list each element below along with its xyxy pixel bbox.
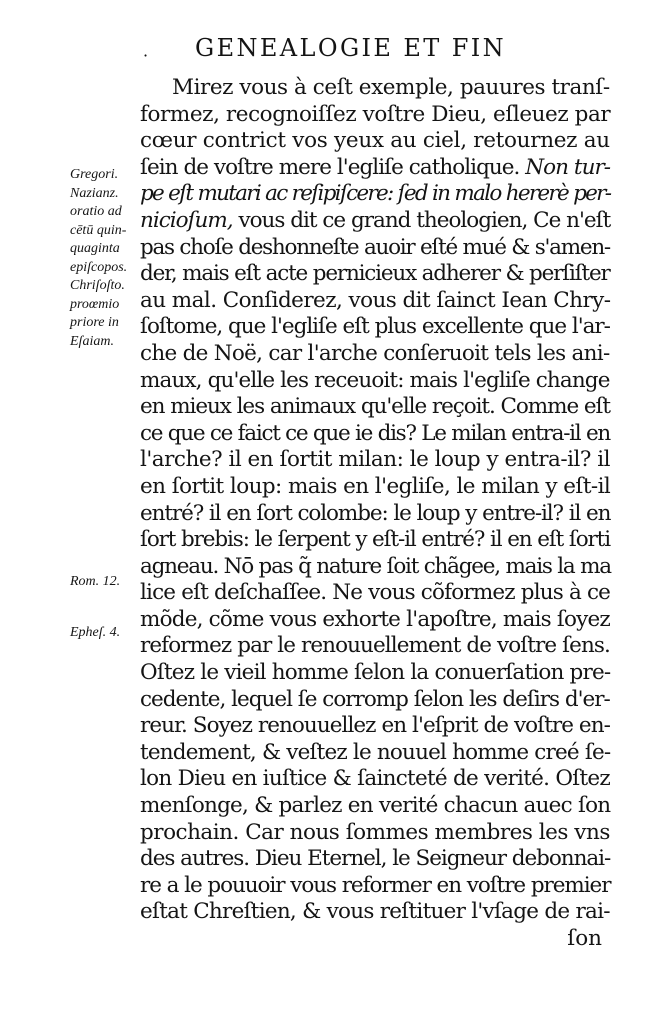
text-run: formez, recognoiſſez voſtre Dieu, eſleuez par xyxy=(140,101,611,127)
text-run: ſein de voſtre mere l'egliſe catholique. xyxy=(140,154,526,180)
margin-note-line: quaginta xyxy=(70,241,120,256)
margin-note-line: Eſaiam. xyxy=(70,333,114,349)
text-line xyxy=(140,235,610,262)
text-line xyxy=(140,474,610,501)
text-run: ſort brebis: le ſerpent y eſt-il entré? il en eſt ſorti xyxy=(140,527,610,553)
text-run: cœur contrict vos yeux au ciel, retournez au xyxy=(140,128,610,154)
latin-quotation: pe eſt mutari ac reſipiſcere: ſed in malo hererè per- xyxy=(140,181,611,207)
text-line xyxy=(140,368,610,395)
text-run: vous dit ce grand theologien, Ce n'eſt xyxy=(232,207,611,233)
text-run: Oſtez le vieil homme ſelon la conuerſation pre- xyxy=(140,660,611,686)
text-line xyxy=(140,75,610,102)
margin-note-chrysostom xyxy=(70,277,142,351)
text-run: der, mais eſt acte pernicieux adherer & perſiſter xyxy=(140,261,610,287)
margin-note-line: epiſcopos. xyxy=(70,259,128,275)
text-line xyxy=(140,288,610,315)
latin-quotation: nicioſum, xyxy=(140,207,233,233)
latin-quotation: Non tur- xyxy=(525,154,611,180)
text-line xyxy=(140,155,610,182)
folio-mark: · xyxy=(143,46,149,65)
text-line xyxy=(140,527,610,554)
text-line xyxy=(140,873,610,900)
text-run: l'arche? il en ſortit milan: le loup y entra-il? il xyxy=(140,447,611,473)
text-line xyxy=(140,793,610,820)
text-run: entré? il en ſort colombe: le loup y entre-il? il en xyxy=(140,500,611,526)
margin-note-line: Epheſ. 4. xyxy=(70,625,121,640)
text-line xyxy=(140,102,610,129)
margin-note-line: proœmio xyxy=(70,296,120,312)
text-run: en mieux les animaux qu'elle reçoit. Comme eſt xyxy=(140,394,610,420)
text-line xyxy=(140,846,610,873)
margin-note-line: oratio ad xyxy=(70,204,122,219)
text-line xyxy=(140,314,610,341)
text-line xyxy=(140,633,610,660)
text-line xyxy=(140,660,610,687)
text-run: lice eſt deſchaſſee. Ne vous cõformez plus à ce xyxy=(140,580,611,606)
text-line xyxy=(140,208,610,235)
body-text xyxy=(140,75,610,953)
text-line xyxy=(140,421,610,448)
text-run: reur. Soyez renouuellez en l'eſprit de voſtre en- xyxy=(140,713,610,739)
text-run: menſonge, & parlez en verité chacun auec ſon xyxy=(140,793,611,819)
text-line xyxy=(140,687,610,714)
text-run: au mal. Conſiderez, vous dit ſainct Iean Chry- xyxy=(140,287,611,313)
text-run: lon Dieu en iuſtice & ſaincteté de verité. Oſtez xyxy=(140,766,610,792)
text-line xyxy=(140,261,610,288)
text-line xyxy=(140,580,610,607)
margin-note-line: cētū quin- xyxy=(70,222,127,238)
text-run: maux, qu'elle les receuoit: mais l'egliſe change xyxy=(140,367,610,393)
text-line xyxy=(140,128,610,155)
text-run: agneau. Nō pas q̃ nature ſoit chãgee, mais la ma xyxy=(140,553,611,579)
text-run: tendement, & veſtez le nouuel homme creé ſe- xyxy=(140,739,611,765)
text-run: mõde, cõme vous exhorte l'apoſtre, mais ſoyez xyxy=(140,606,610,632)
text-run: eſtat Chreſtien, & vous reſtituer l'vſage de rai- xyxy=(140,899,610,925)
text-line xyxy=(140,181,610,208)
margin-note-ephesians xyxy=(70,624,142,643)
margin-note-line: priore in xyxy=(70,315,119,330)
text-line xyxy=(140,501,610,528)
margin-note-line: Rom. 12. xyxy=(70,574,121,589)
text-line xyxy=(140,607,610,634)
text-line xyxy=(140,394,610,421)
text-run: Mirez vous à ceſt exemple, pauures tranſ- xyxy=(172,75,610,100)
text-run: reformez par le renouuellement de voſtre ſens. xyxy=(140,633,610,659)
margin-note-romans xyxy=(70,573,142,592)
marginalia xyxy=(0,0,140,1024)
text-line xyxy=(140,554,610,581)
text-run: pas choſe deshonneſte auoir eſté mué & s'amen- xyxy=(140,234,610,260)
text-line xyxy=(140,713,610,740)
running-head: GENEALOGIE ET FIN xyxy=(195,34,507,62)
margin-note-gregory xyxy=(70,166,142,277)
text-run: che de Noë, car l'arche conſeruoit tels les ani- xyxy=(140,340,610,366)
text-line xyxy=(140,740,610,767)
text-run: prochain. Car nous ſommes membres les vns xyxy=(140,819,610,845)
text-run: ſoſtome, que l'egliſe eſt plus excellente que l'ar- xyxy=(140,314,610,340)
text-line xyxy=(140,820,610,847)
text-line xyxy=(140,341,610,368)
margin-note-line: Nazianz. xyxy=(70,185,119,201)
catchword: ſon xyxy=(567,926,602,951)
text-line xyxy=(140,447,610,474)
text-line xyxy=(140,766,610,793)
text-line xyxy=(140,899,610,926)
margin-note-line: Gregori. xyxy=(70,167,119,182)
text-run: ce que ce faict ce que ie dis? Le milan entra-il en xyxy=(140,420,610,446)
margin-note-line: Chriſoſto. xyxy=(70,278,125,293)
text-run: re a le pouuoir vous reformer en voſtre premier xyxy=(140,872,611,898)
text-run: cedente, lequel ſe corromp ſelon les deſirs d'er- xyxy=(140,686,610,712)
text-run: en ſortit loup: mais en l'egliſe, le milan y eſt-il xyxy=(140,473,611,499)
text-run: des autres. Dieu Eternel, le Seigneur debonnai- xyxy=(140,846,611,872)
